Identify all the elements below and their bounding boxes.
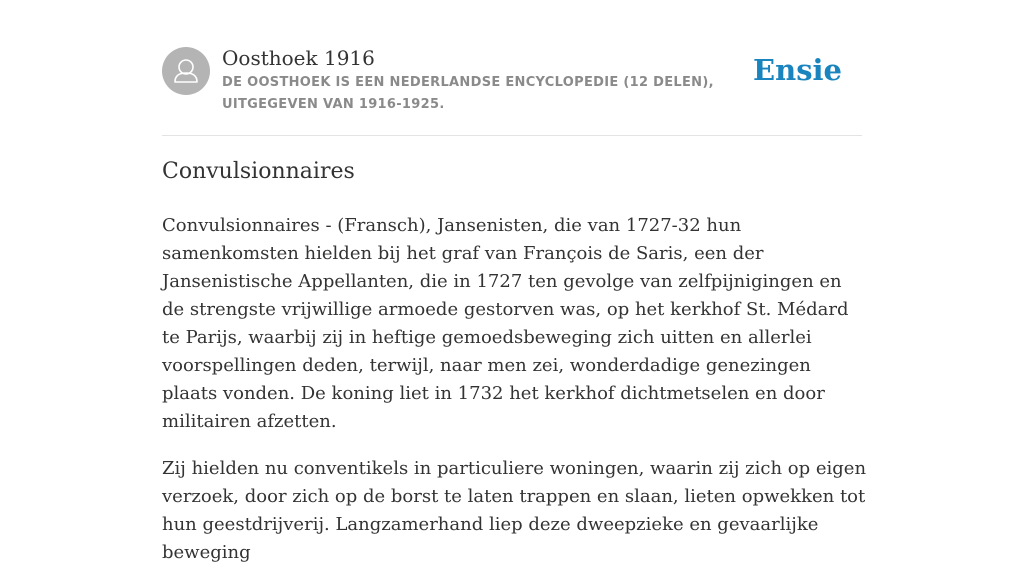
article-title: Convulsionnaires [162, 159, 355, 184]
source-description: DE OOSTHOEK IS EEN NEDERLANDSE ENCYCLOPEDIE (12 DELEN), UITGEGEVEN VAN 1916-1925. [222, 75, 714, 112]
avatar[interactable] [162, 47, 210, 95]
article-paragraph: Zij hielden nu conventikels in particuliere woningen, waarin zij zich op eigen verzoek, door zich op de borst te laten trappen en slaan, lieten opwekken tot hun geestdrijverij. Langzamerhand liep deze dweepzieke en gevaarlijke beweging [162, 458, 867, 563]
brand-logo[interactable]: Ensie [753, 53, 842, 87]
source-header [162, 45, 862, 135]
article-body [162, 212, 867, 586]
article-paragraph: Convulsionnaires - (Fransch), Jansenisten, die van 1727-32 hun samenkomsten hielden bij het graf van François de Saris, een der Jansenistische Appellanten, die in 1727 ten gevolge van zelfpijnigingen en de strengste vrijwillige armoede gestorven was, op het kerkhof St. Médard te Parijs, waarbij zij in heftige gemoedsbeweging zich uitten en allerlei voorspellingen deden, terwijl, naar men zei, wonderdadige genezingen plaats vonden. De koning liet in 1732 het kerkhof dichtmetselen en door militairen afzetten. [162, 215, 849, 432]
divider [162, 135, 862, 136]
source-title[interactable]: Oosthoek 1916 [222, 46, 375, 70]
user-icon [162, 47, 210, 95]
